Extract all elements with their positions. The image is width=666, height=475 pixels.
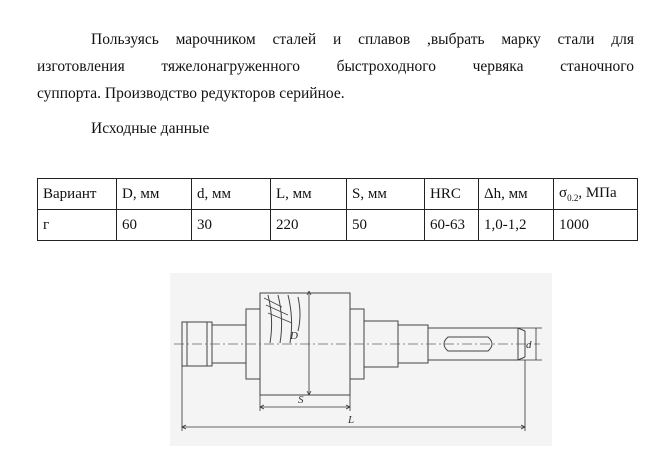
header-d: d, мм <box>192 179 271 210</box>
cell-variant: г <box>38 210 117 241</box>
table-header-row <box>38 179 638 210</box>
cell-sigma: 1000 <box>554 210 638 241</box>
cell-HRC: 60-63 <box>425 210 479 241</box>
header-HRC: HRC <box>425 179 479 210</box>
source-data-table <box>37 178 638 241</box>
header-L: L, мм <box>271 179 347 210</box>
task-line-2: изготовления тяжелонагруженного быстроходного червяка станочного <box>37 58 634 75</box>
D-label: D <box>290 330 298 342</box>
cell-D: 60 <box>117 210 192 241</box>
source-data-heading: Исходные данные <box>91 120 210 137</box>
table-row <box>38 210 638 241</box>
L-label: L <box>348 414 355 426</box>
header-D: D, мм <box>117 179 192 210</box>
worm-shaft-drawing <box>170 273 552 446</box>
header-sigma: $\sigma_{0.2}$, МПа <box>554 179 638 210</box>
cell-S: 50 <box>347 210 425 241</box>
cell-delta-h: 1,0-1,2 <box>479 210 554 241</box>
header-variant: Вариант <box>38 179 117 210</box>
header-delta-h: Δh, мм <box>479 179 554 210</box>
worm-shaft-svg <box>170 273 552 446</box>
header-S: S, мм <box>347 179 425 210</box>
d-label: d <box>526 339 532 351</box>
S-label: S <box>298 394 304 406</box>
task-line-3: суппорта. Производство редукторов серийное. <box>37 85 345 102</box>
cell-d: 30 <box>192 210 271 241</box>
task-line-1: Пользуясь марочником сталей и сплавов ,выбрать марку стали для <box>91 31 634 48</box>
cell-L: 220 <box>271 210 347 241</box>
